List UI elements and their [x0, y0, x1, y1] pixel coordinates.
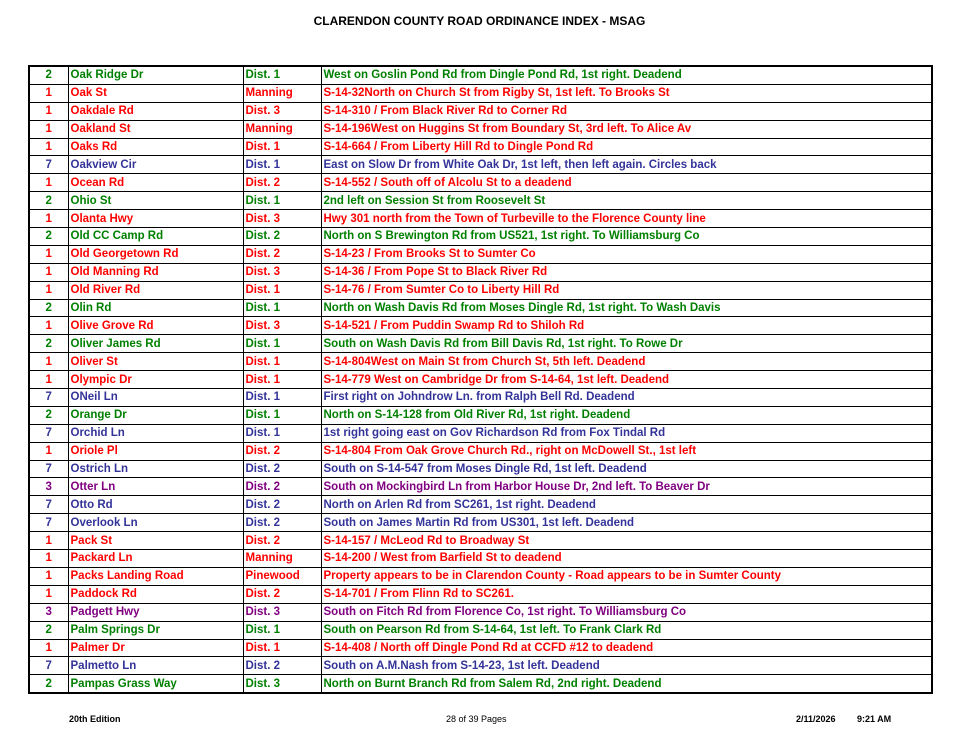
- row-road-name: Old River Rd: [68, 281, 243, 299]
- row-code: 1: [29, 532, 68, 550]
- table-row: [29, 621, 932, 639]
- row-district: Dist. 1: [243, 66, 321, 84]
- table-row: [29, 585, 932, 603]
- row-code: 7: [29, 389, 68, 407]
- row-district: Dist. 3: [243, 102, 321, 120]
- row-description: S-14-779 West on Cambridge Dr from S-14-64, 1st left. Deadend: [321, 371, 932, 389]
- row-description: S-14-76 / From Sumter Co to Liberty Hill Rd: [321, 281, 932, 299]
- row-road-name: Padgett Hwy: [68, 603, 243, 621]
- table-row: [29, 550, 932, 568]
- row-code: 1: [29, 102, 68, 120]
- row-description: 2nd left on Session St from Roosevelt St: [321, 192, 932, 210]
- row-district: Dist. 3: [243, 263, 321, 281]
- row-district: Dist. 1: [243, 335, 321, 353]
- row-description: Property appears to be in Clarendon County - Road appears to be in Sumter County: [321, 567, 932, 585]
- row-description: S-14-32North on Church St from Rigby St, 1st left. To Brooks St: [321, 84, 932, 102]
- table-row: [29, 335, 932, 353]
- table-row: [29, 138, 932, 156]
- row-road-name: Ocean Rd: [68, 174, 243, 192]
- table-row: [29, 567, 932, 585]
- row-district: Dist. 2: [243, 460, 321, 478]
- table-row: [29, 102, 932, 120]
- table-row: [29, 120, 932, 138]
- row-code: 1: [29, 263, 68, 281]
- row-district: Dist. 2: [243, 174, 321, 192]
- row-description: South on Pearson Rd from S-14-64, 1st left. To Frank Clark Rd: [321, 621, 932, 639]
- row-description: S-14-310 / From Black River Rd to Corner Rd: [321, 102, 932, 120]
- row-code: 3: [29, 478, 68, 496]
- row-description: S-14-664 / From Liberty Hill Rd to Dingle Pond Rd: [321, 138, 932, 156]
- row-description: S-14-23 / From Brooks St to Sumter Co: [321, 245, 932, 263]
- row-road-name: Packs Landing Road: [68, 567, 243, 585]
- table-row: [29, 281, 932, 299]
- row-code: 1: [29, 353, 68, 371]
- row-road-name: Olanta Hwy: [68, 210, 243, 228]
- row-road-name: Oaks Rd: [68, 138, 243, 156]
- row-road-name: Palm Springs Dr: [68, 621, 243, 639]
- footer-date: 2/11/2026: [796, 714, 836, 724]
- table-row: [29, 66, 932, 84]
- table-row: [29, 317, 932, 335]
- row-road-name: Oliver St: [68, 353, 243, 371]
- row-district: Dist. 1: [243, 138, 321, 156]
- row-district: Manning: [243, 120, 321, 138]
- row-description: North on Burnt Branch Rd from Salem Rd, 2nd right. Deadend: [321, 675, 932, 693]
- row-district: Dist. 1: [243, 639, 321, 657]
- row-description: S-14-804West on Main St from Church St, 5th left. Deadend: [321, 353, 932, 371]
- table-row: [29, 156, 932, 174]
- road-index-body: [29, 66, 932, 693]
- row-road-name: Old Georgetown Rd: [68, 245, 243, 263]
- row-district: Dist. 2: [243, 532, 321, 550]
- row-district: Dist. 1: [243, 192, 321, 210]
- row-district: Dist. 2: [243, 496, 321, 514]
- row-code: 7: [29, 496, 68, 514]
- row-road-name: Orchid Ln: [68, 424, 243, 442]
- row-district: Manning: [243, 84, 321, 102]
- row-description: Hwy 301 north from the Town of Turbeville to the Florence County line: [321, 210, 932, 228]
- row-code: 7: [29, 156, 68, 174]
- row-code: 1: [29, 371, 68, 389]
- row-description: First right on Johndrow Ln. from Ralph Bell Rd. Deadend: [321, 389, 932, 407]
- row-road-name: Overlook Ln: [68, 514, 243, 532]
- row-district: Dist. 1: [243, 156, 321, 174]
- row-district: Dist. 1: [243, 281, 321, 299]
- row-description: 1st right going east on Gov Richardson Rd from Fox Tindal Rd: [321, 424, 932, 442]
- table-row: [29, 675, 932, 693]
- row-district: Dist. 2: [243, 514, 321, 532]
- row-district: Dist. 2: [243, 657, 321, 675]
- row-road-name: Olympic Dr: [68, 371, 243, 389]
- row-code: 1: [29, 567, 68, 585]
- row-road-name: Otter Ln: [68, 478, 243, 496]
- row-district: Dist. 1: [243, 621, 321, 639]
- row-district: Dist. 1: [243, 406, 321, 424]
- table-row: [29, 657, 932, 675]
- row-road-name: Orange Dr: [68, 406, 243, 424]
- row-code: 7: [29, 460, 68, 478]
- row-description: South on James Martin Rd from US301, 1st left. Deadend: [321, 514, 932, 532]
- row-road-name: Oriole Pl: [68, 442, 243, 460]
- table-row: [29, 353, 932, 371]
- row-description: West on Goslin Pond Rd from Dingle Pond Rd, 1st right. Deadend: [321, 66, 932, 84]
- table-row: [29, 424, 932, 442]
- row-code: 7: [29, 424, 68, 442]
- row-description: S-14-36 / From Pope St to Black River Rd: [321, 263, 932, 281]
- row-description: S-14-200 / West from Barfield St to deadend: [321, 550, 932, 568]
- row-road-name: Packard Ln: [68, 550, 243, 568]
- row-code: 7: [29, 514, 68, 532]
- row-district: Pinewood: [243, 567, 321, 585]
- row-district: Dist. 2: [243, 585, 321, 603]
- row-description: S-14-804 From Oak Grove Church Rd., right on McDowell St., 1st left: [321, 442, 932, 460]
- table-row: [29, 299, 932, 317]
- footer-page-count: 28 of 39 Pages: [446, 714, 507, 724]
- row-code: 2: [29, 675, 68, 693]
- row-district: Dist. 3: [243, 210, 321, 228]
- row-district: Dist. 1: [243, 389, 321, 407]
- row-road-name: Palmetto Ln: [68, 657, 243, 675]
- row-district: Dist. 2: [243, 478, 321, 496]
- row-district: Dist. 1: [243, 299, 321, 317]
- row-description: South on Wash Davis Rd from Bill Davis Rd, 1st right. To Rowe Dr: [321, 335, 932, 353]
- row-road-name: Oakland St: [68, 120, 243, 138]
- table-row: [29, 228, 932, 246]
- table-row: [29, 532, 932, 550]
- row-description: South on Mockingbird Ln from Harbor House Dr, 2nd left. To Beaver Dr: [321, 478, 932, 496]
- row-code: 1: [29, 639, 68, 657]
- row-code: 2: [29, 335, 68, 353]
- row-code: 1: [29, 138, 68, 156]
- table-row: [29, 478, 932, 496]
- row-road-name: ONeil Ln: [68, 389, 243, 407]
- row-district: Dist. 3: [243, 675, 321, 693]
- row-description: S-14-408 / North off Dingle Pond Rd at CCFD #12 to deadend: [321, 639, 932, 657]
- row-code: 1: [29, 84, 68, 102]
- row-description: South on Fitch Rd from Florence Co, 1st right. To Williamsburg Co: [321, 603, 932, 621]
- row-district: Dist. 3: [243, 603, 321, 621]
- row-code: 2: [29, 621, 68, 639]
- row-road-name: Olive Grove Rd: [68, 317, 243, 335]
- row-description: S-14-196West on Huggins St from Boundary St, 3rd left. To Alice Av: [321, 120, 932, 138]
- row-road-name: Oakview Cir: [68, 156, 243, 174]
- row-district: Dist. 1: [243, 353, 321, 371]
- row-road-name: Otto Rd: [68, 496, 243, 514]
- row-code: 1: [29, 120, 68, 138]
- row-district: Dist. 3: [243, 317, 321, 335]
- row-description: North on S Brewington Rd from US521, 1st right. To Williamsburg Co: [321, 228, 932, 246]
- row-road-name: Old CC Camp Rd: [68, 228, 243, 246]
- row-road-name: Oliver James Rd: [68, 335, 243, 353]
- row-code: 1: [29, 550, 68, 568]
- row-description: S-14-157 / McLeod Rd to Broadway St: [321, 532, 932, 550]
- row-description: South on A.M.Nash from S-14-23, 1st left. Deadend: [321, 657, 932, 675]
- row-road-name: Oak Ridge Dr: [68, 66, 243, 84]
- row-description: North on S-14-128 from Old River Rd, 1st right. Deadend: [321, 406, 932, 424]
- row-code: 2: [29, 406, 68, 424]
- row-road-name: Pampas Grass Way: [68, 675, 243, 693]
- row-road-name: Oak St: [68, 84, 243, 102]
- row-code: 1: [29, 245, 68, 263]
- row-district: Dist. 2: [243, 245, 321, 263]
- table-row: [29, 210, 932, 228]
- row-code: 1: [29, 585, 68, 603]
- row-district: Dist. 1: [243, 371, 321, 389]
- table-row: [29, 442, 932, 460]
- table-row: [29, 245, 932, 263]
- row-description: North on Arlen Rd from SC261, 1st right. Deadend: [321, 496, 932, 514]
- road-index-table: [28, 65, 933, 694]
- row-description: North on Wash Davis Rd from Moses Dingle Rd, 1st right. To Wash Davis: [321, 299, 932, 317]
- table-row: [29, 514, 932, 532]
- row-road-name: Ostrich Ln: [68, 460, 243, 478]
- row-description: S-14-521 / From Puddin Swamp Rd to Shiloh Rd: [321, 317, 932, 335]
- row-code: 2: [29, 192, 68, 210]
- row-code: 3: [29, 603, 68, 621]
- table-row: [29, 496, 932, 514]
- table-row: [29, 371, 932, 389]
- table-row: [29, 84, 932, 102]
- row-description: S-14-701 / From Flinn Rd to SC261.: [321, 585, 932, 603]
- table-row: [29, 460, 932, 478]
- table-row: [29, 406, 932, 424]
- row-road-name: Palmer Dr: [68, 639, 243, 657]
- row-district: Manning: [243, 550, 321, 568]
- row-description: East on Slow Dr from White Oak Dr, 1st left, then left again. Circles back: [321, 156, 932, 174]
- table-row: [29, 389, 932, 407]
- table-row: [29, 174, 932, 192]
- row-code: 2: [29, 228, 68, 246]
- row-road-name: Pack St: [68, 532, 243, 550]
- footer-time: 9:21 AM: [857, 714, 892, 724]
- row-code: 2: [29, 66, 68, 84]
- table-row: [29, 263, 932, 281]
- table-row: [29, 603, 932, 621]
- row-description: South on S-14-547 from Moses Dingle Rd, 1st left. Deadend: [321, 460, 932, 478]
- row-district: Dist. 2: [243, 442, 321, 460]
- row-road-name: Olin Rd: [68, 299, 243, 317]
- row-code: 7: [29, 657, 68, 675]
- document-title: CLARENDON COUNTY ROAD ORDINANCE INDEX - MSAG: [313, 14, 646, 28]
- row-code: 1: [29, 281, 68, 299]
- row-description: S-14-552 / South off of Alcolu St to a deadend: [321, 174, 932, 192]
- row-district: Dist. 1: [243, 424, 321, 442]
- table-row: [29, 192, 932, 210]
- row-code: 1: [29, 317, 68, 335]
- row-code: 2: [29, 299, 68, 317]
- row-district: Dist. 2: [243, 228, 321, 246]
- row-code: 1: [29, 210, 68, 228]
- row-road-name: Old Manning Rd: [68, 263, 243, 281]
- row-code: 1: [29, 174, 68, 192]
- footer-edition: 20th Edition: [69, 714, 121, 724]
- table-row: [29, 639, 932, 657]
- row-road-name: Oakdale Rd: [68, 102, 243, 120]
- row-road-name: Ohio St: [68, 192, 243, 210]
- row-code: 1: [29, 442, 68, 460]
- row-road-name: Paddock Rd: [68, 585, 243, 603]
